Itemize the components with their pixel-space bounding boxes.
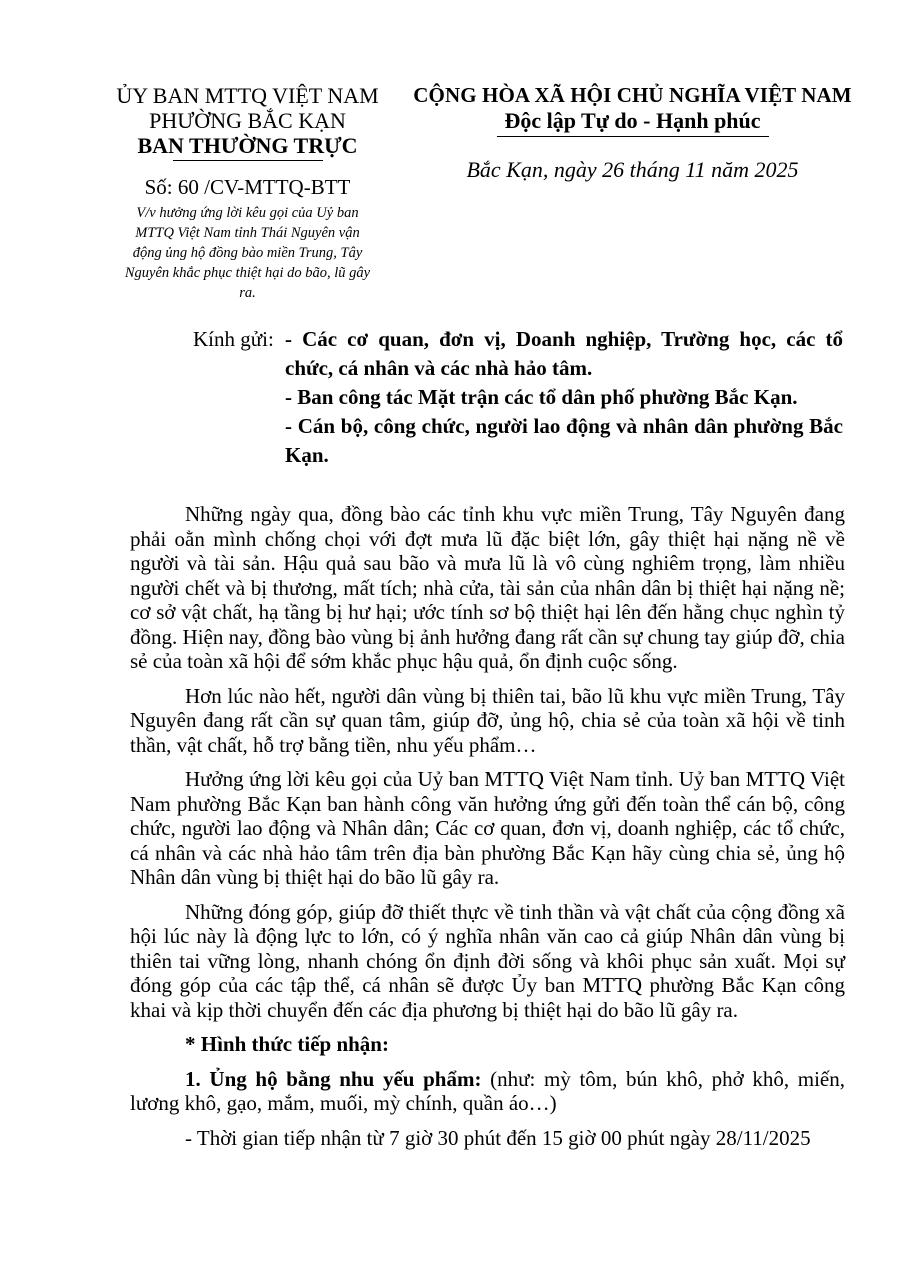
recipient-item: - Các cơ quan, đơn vị, Doanh nghiệp, Trường học, các tổ chức, cá nhân và các nhà hảo tâm. [285, 327, 843, 380]
issuer-org-line2: PHƯỜNG BẮC KẠN [149, 108, 346, 133]
section-title: * Hình thức tiếp nhận: [185, 1032, 389, 1056]
item1-paragraph [130, 1067, 845, 1116]
recipients-label: Kính gửi: [193, 327, 274, 351]
body-paragraph: Những đóng góp, giúp đỡ thiết thực về tinh thần và vật chất của cộng đồng xã hội lúc này là động lực to lớn, có ý nghĩa nhân văn cao cả giúp Nhân dân vùng bị thiên tai vững lòng, nhanh chóng ổn định đời sống và khôi phục sản xuất. Mọi sự đóng góp của các tập thể, cá nhân sẽ được Ủy ban MTTQ phường Bắc Kạn công khai và kịp thời chuyển đến các địa phương bị thiệt hại do bão lũ gây ra. [130, 899, 845, 1022]
issuer-block [100, 83, 395, 303]
issuer-org-line1: ỦY BAN MTTQ VIỆT NAM [116, 83, 379, 108]
national-header [405, 83, 860, 183]
document-date: Bắc Kạn, ngày 26 tháng 11 năm 2025 [466, 157, 799, 182]
national-motto: Độc lập Tự do - Hạnh phúc [504, 108, 761, 133]
recipients-list [285, 325, 843, 470]
nation-title: CỘNG HÒA XÃ HỘI CHỦ NGHĨA VIỆT NAM [413, 83, 852, 107]
motto-underline [497, 136, 769, 137]
item1-title: 1. Ủng hộ bằng nhu yếu phẩm: [185, 1066, 482, 1091]
issuer-underline [173, 160, 323, 161]
recipient-item: - Cán bộ, công chức, người lao động và nhân dân phường Bắc Kạn. [285, 414, 843, 467]
document-subject: V/v hưởng ứng lời kêu gọi của Uỷ ban MTTQ Việt Nam tỉnh Thái Nguyên vận động ủng hộ đồng bào miền Trung, Tây Nguyên khắc phục thiệt hại do bão, lũ gây ra. [124, 205, 371, 301]
issuer-org-line3: BAN THƯỜNG TRỰC [137, 133, 358, 158]
item1-time: - Thời gian tiếp nhận từ 7 giờ 30 phút đến 15 giờ 00 phút ngày 28/11/2025 [185, 1125, 811, 1150]
body-paragraph: Những ngày qua, đồng bào các tỉnh khu vực miền Trung, Tây Nguyên đang phải oằn mình chống chọi với đợt mưa lũ đặc biệt lớn, gây thiệt hại nặng nề về người và tài sản. Hậu quả sau bão và mưa lũ là vô cùng nghiêm trọng, làm nhiều người chết và bị thương, mất tích; nhà cửa, tài sản của nhân dân bị thiệt hại nặng nề; cơ sở vật chất, hạ tầng bị hư hại; ước tính sơ bộ thiệt hại lên đến hằng chục nghìn tỷ đồng. Hiện nay, đồng bào vùng bị ảnh hưởng đang rất cần sự chung tay giúp đỡ, chia sẻ của toàn xã hội để sớm khắc phục hậu quả, ổn định cuộc sống. [130, 502, 845, 673]
body-paragraph: Hơn lúc nào hết, người dân vùng bị thiên tai, bão lũ khu vực miền Trung, Tây Nguyên đang rất cần sự quan tâm, giúp đỡ, ủng hộ, chia sẻ của toàn xã hội về tinh thần, vật chất, hỗ trợ bằng tiền, nhu yếu phẩm… [130, 683, 845, 757]
recipient-item: - Ban công tác Mặt trận các tổ dân phố phường Bắc Kạn. [285, 385, 798, 409]
body-paragraph: Hưởng ứng lời kêu gọi của Uỷ ban MTTQ Việt Nam tỉnh. Uỷ ban MTTQ Việt Nam phường Bắc Kạn ban hành công văn hưởng ứng gửi đến toàn thể cán bộ, công chức, người lao động và Nhân dân; Các cơ quan, đơn vị, doanh nghiệp, các tổ chức, cá nhân và các nhà hảo tâm trên địa bàn phường Bắc Kạn hãy cùng chia sẻ, ủng hộ Nhân dân vùng bị thiệt hại do bão lũ gây ra. [130, 767, 845, 889]
document-body [130, 502, 845, 1160]
item1-text: (như: mỳ tôm, bún khô, phở khô, miến, lương khô, gạo, mắm, muối, mỳ chính, quần áo…) [130, 1066, 846, 1115]
document-number: Số: 60 /CV-MTTQ-BTT [144, 175, 351, 199]
